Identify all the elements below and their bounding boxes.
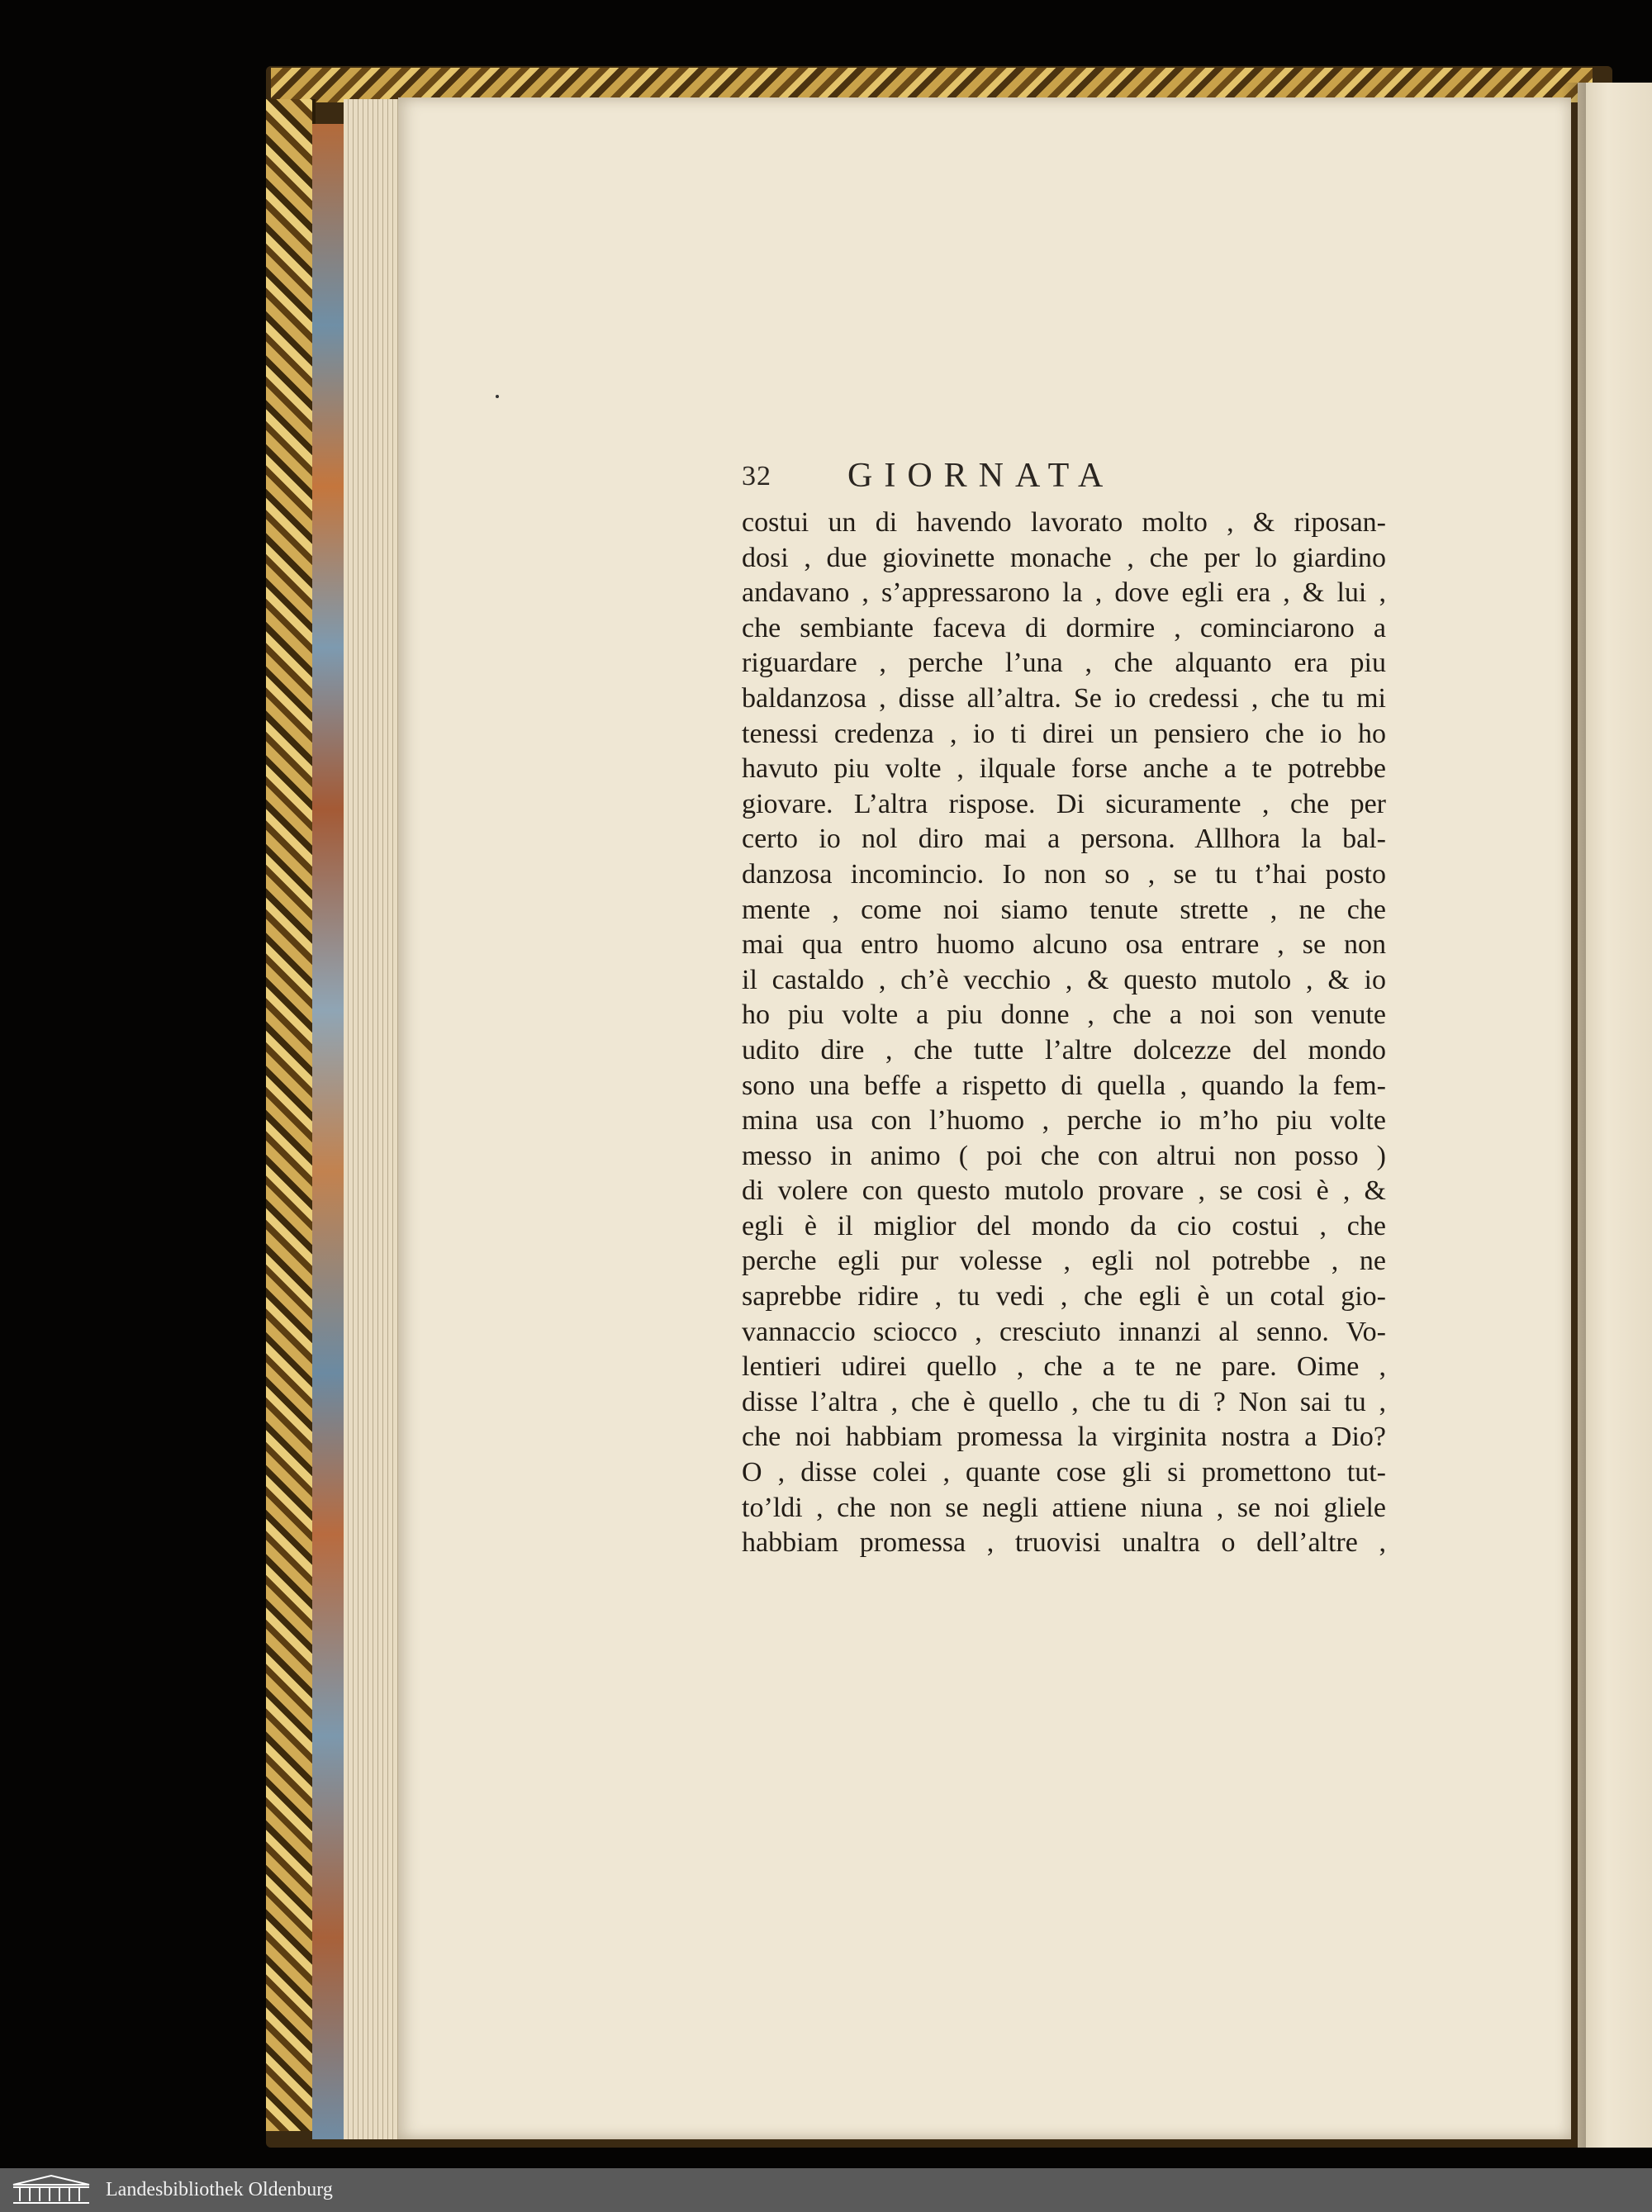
text-line: ho piu volte a piu donne , che a noi son venute (742, 999, 1386, 1031)
text-line: danzosa incomincio. Io non so , se tu t’hai posto (742, 858, 1386, 890)
page-header (742, 456, 1254, 506)
text-line: il castaldo , ch’è vecchio , & questo mutolo , & io (742, 964, 1386, 995)
text-line: vannaccio sciocco , cresciuto innanzi al senno. Vo- (742, 1316, 1386, 1347)
marbled-edge (312, 124, 344, 2139)
text-line: habbiam promessa , truovisi unaltra o dell’altre , (742, 1527, 1386, 1559)
facing-page (1578, 83, 1652, 2148)
text-line: baldanzosa , disse all’altra. Se io credessi , che tu mi (742, 682, 1386, 714)
text-line: che sembiante faceva di dormire , cominciarono a (742, 612, 1386, 643)
gilt-border-left (266, 99, 316, 2131)
digitization-footer (0, 2168, 1652, 2212)
text-line: che noi habbiam promessa la virginita nostra a Dio? (742, 1422, 1386, 1453)
library-building-icon[interactable] (10, 2173, 93, 2206)
page-edges (344, 99, 398, 2139)
text-line: disse l’altra , che è quello , che tu di ? Non sai tu , (742, 1386, 1386, 1417)
text-line: tenessi credenza , io ti direi un pensiero che io ho (742, 718, 1386, 749)
text-line: giovare. L’altra rispose. Di sicuramente , che per (742, 788, 1386, 819)
text-line: di volere con questo mutolo provare , se cosi è , & (742, 1175, 1386, 1207)
text-line: messo in animo ( poi che con altrui non posso ) (742, 1140, 1386, 1171)
body-text (742, 506, 1386, 1561)
text-line: lentieri udirei quello , che a te ne pare. Oime , (742, 1351, 1386, 1383)
text-line: saprebbe ridire , tu vedi , che egli è un cotal gio- (742, 1281, 1386, 1312)
text-line: costui un di havendo lavorato molto , & riposan- (742, 507, 1386, 538)
text-line: mina usa con l’huomo , perche io m’ho piu volte (742, 1105, 1386, 1137)
text-line: mai qua entro huomo alcuno osa entrare , se non (742, 929, 1386, 961)
text-line: havuto piu volte , ilquale forse anche a te potrebbe (742, 753, 1386, 785)
text-line: dosi , due giovinette monache , che per lo giardino (742, 542, 1386, 573)
text-line: mente , come noi siamo tenute strette , ne che (742, 894, 1386, 925)
text-line: andavano , s’appressarono la , dove egli era , & lui , (742, 577, 1386, 609)
text-line: egli è il miglior del mondo da cio costui , che (742, 1210, 1386, 1241)
library-name[interactable]: Landesbibliothek Oldenburg (106, 2179, 333, 2200)
running-head: GIORNATA (847, 457, 1115, 495)
text-line: sono una beffe a rispetto di quella , quando la fem- (742, 1070, 1386, 1101)
text-line: perche egli pur volesse , egli nol potrebbe , ne (742, 1246, 1386, 1277)
text-line: udito dire , che tutte l’altre dolcezze del mondo (742, 1034, 1386, 1066)
ink-speck (496, 395, 499, 398)
text-line: certo io nol diro mai a persona. Allhora la bal- (742, 824, 1386, 855)
text-line: riguardare , perche l’una , che alquanto era piu (742, 648, 1386, 679)
text-line: to’ldi , che non se negli attiene niuna , se noi gliele (742, 1492, 1386, 1523)
page-number: 32 (742, 461, 771, 491)
text-line: O , disse colei , quante cose gli si promettono tut- (742, 1457, 1386, 1488)
